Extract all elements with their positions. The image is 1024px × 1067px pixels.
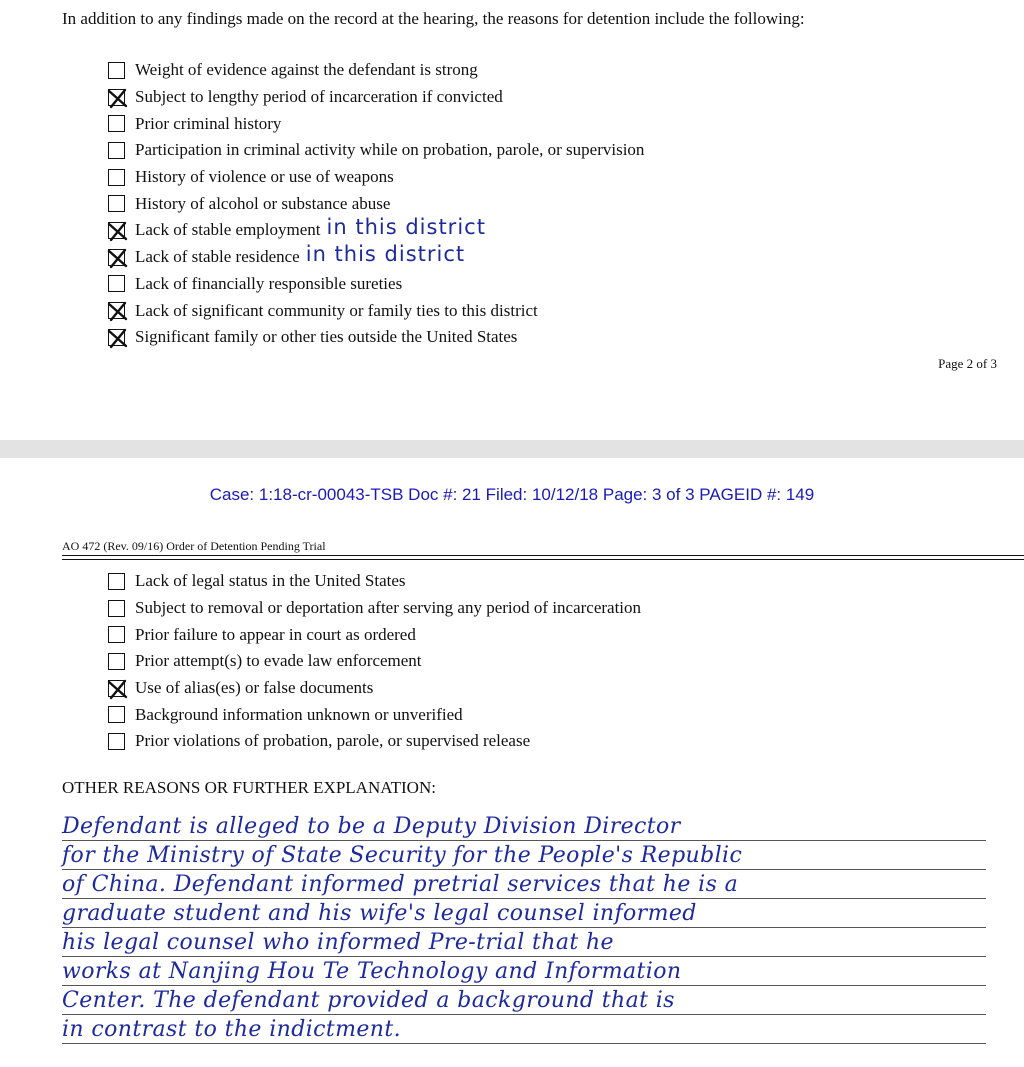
header-rule xyxy=(62,555,1024,556)
checkbox-item xyxy=(108,110,644,137)
handwritten-line: works at Nanjing Hou Te Technology and Information xyxy=(62,959,682,984)
handwritten-line: for the Ministry of State Security for the People's Republic xyxy=(62,843,743,868)
checkbox-icon xyxy=(108,626,125,643)
form-identifier: AO 472 (Rev. 09/16) Order of Detention Pending Trial xyxy=(62,539,326,553)
checked-box-icon xyxy=(108,89,125,106)
checkbox-label: Lack of stable residence xyxy=(135,247,300,267)
case-header: Case: 1:18-cr-00043-TSB Doc #: 21 Filed: 10/12/18 Page: 3 of 3 PAGEID #: 149 xyxy=(209,485,815,504)
document-page-2 xyxy=(0,0,1024,440)
checkbox-icon xyxy=(108,573,125,590)
checkbox-icon xyxy=(108,733,125,750)
handwritten-line: Defendant is alleged to be a Deputy Division Director xyxy=(62,814,681,839)
checkbox-item xyxy=(108,271,644,298)
header-rule xyxy=(62,559,1024,560)
checkbox-icon xyxy=(108,169,125,186)
checkbox-icon xyxy=(108,653,125,670)
checkbox-label: Significant family or other ties outside the United States xyxy=(135,327,518,347)
ruled-line xyxy=(62,1014,986,1015)
ruled-line xyxy=(62,956,986,957)
checkbox-icon xyxy=(108,275,125,292)
detention-reasons-list xyxy=(108,57,644,351)
checkbox-item xyxy=(108,728,641,755)
other-reasons-label: OTHER REASONS OR FURTHER EXPLANATION: xyxy=(62,778,436,797)
handwritten-line: of China. Defendant informed pretrial services that he is a xyxy=(62,872,739,897)
handwritten-line: in contrast to the indictment. xyxy=(62,1017,402,1042)
checkbox-item xyxy=(108,324,644,351)
checkbox-icon xyxy=(108,706,125,723)
checkbox-label: Lack of stable employment xyxy=(135,220,321,240)
checkbox-item xyxy=(108,244,644,271)
checkbox-icon xyxy=(108,195,125,212)
checkbox-item xyxy=(108,648,641,675)
checkbox-item xyxy=(108,701,641,728)
checkbox-icon xyxy=(108,115,125,132)
checkbox-item xyxy=(108,568,641,595)
checkbox-icon xyxy=(108,142,125,159)
checkbox-label: Prior failure to appear in court as ordered xyxy=(135,624,416,644)
ruled-line xyxy=(62,985,986,986)
checked-box-icon xyxy=(108,222,125,239)
checkbox-label: Lack of significant community or family ties to this district xyxy=(135,300,538,320)
checkbox-icon xyxy=(108,600,125,617)
ruled-line xyxy=(62,869,986,870)
checkbox-item xyxy=(108,675,641,702)
checkbox-item xyxy=(108,137,644,164)
checkbox-item xyxy=(108,217,644,244)
ruled-line xyxy=(62,1043,986,1044)
checkbox-label: Prior violations of probation, parole, or supervised release xyxy=(135,731,531,751)
checkbox-item xyxy=(108,190,644,217)
checkbox-label: Subject to lengthy period of incarceration if convicted xyxy=(135,87,503,107)
checkbox-label: Lack of legal status in the United States xyxy=(135,571,406,591)
checkbox-item xyxy=(108,621,641,648)
checkbox-item xyxy=(108,84,644,111)
handwritten-line: Center. The defendant provided a background that is xyxy=(62,988,675,1013)
checkbox-item xyxy=(108,297,644,324)
ruled-line xyxy=(62,927,986,928)
page-number: Page 2 of 3 xyxy=(938,356,997,371)
checkbox-icon xyxy=(108,62,125,79)
checked-box-icon xyxy=(108,302,125,319)
handwritten-line: graduate student and his wife's legal counsel informed xyxy=(62,901,697,926)
ruled-line xyxy=(62,840,986,841)
document-page-3 xyxy=(0,458,1024,1067)
checkbox-label: Lack of financially responsible sureties xyxy=(135,273,403,293)
handwritten-note: in this district xyxy=(326,215,486,240)
checkbox-label: Prior attempt(s) to evade law enforcement xyxy=(135,651,422,671)
checkbox-label: Subject to removal or deportation after serving any period of incarceration xyxy=(135,598,642,618)
checked-box-icon xyxy=(108,329,125,346)
checkbox-item xyxy=(108,57,644,84)
checkbox-label: Use of alias(es) or false documents xyxy=(135,678,374,698)
checked-box-icon xyxy=(108,249,125,266)
ruled-line xyxy=(62,898,986,899)
checkbox-item xyxy=(108,164,644,191)
checkbox-label: Weight of evidence against the defendant is strong xyxy=(135,60,478,80)
checkbox-label: Participation in criminal activity while on probation, parole, or supervision xyxy=(135,140,645,160)
reasons-intro: In addition to any findings made on the record at the hearing, the reasons for detention include the following: xyxy=(62,9,805,28)
checkbox-item xyxy=(108,595,641,622)
handwritten-explanation xyxy=(62,814,986,1054)
checkbox-label: History of alcohol or substance abuse xyxy=(135,193,391,213)
handwritten-line: his legal counsel who informed Pre-trial that he xyxy=(62,930,614,955)
checked-box-icon xyxy=(108,680,125,697)
detention-reasons-list-continued xyxy=(108,568,641,755)
checkbox-label: Prior criminal history xyxy=(135,113,282,133)
handwritten-note: in this district xyxy=(305,242,466,267)
page-separator xyxy=(0,440,1024,458)
checkbox-label: History of violence or use of weapons xyxy=(135,167,394,187)
checkbox-label: Background information unknown or unverified xyxy=(135,704,463,724)
